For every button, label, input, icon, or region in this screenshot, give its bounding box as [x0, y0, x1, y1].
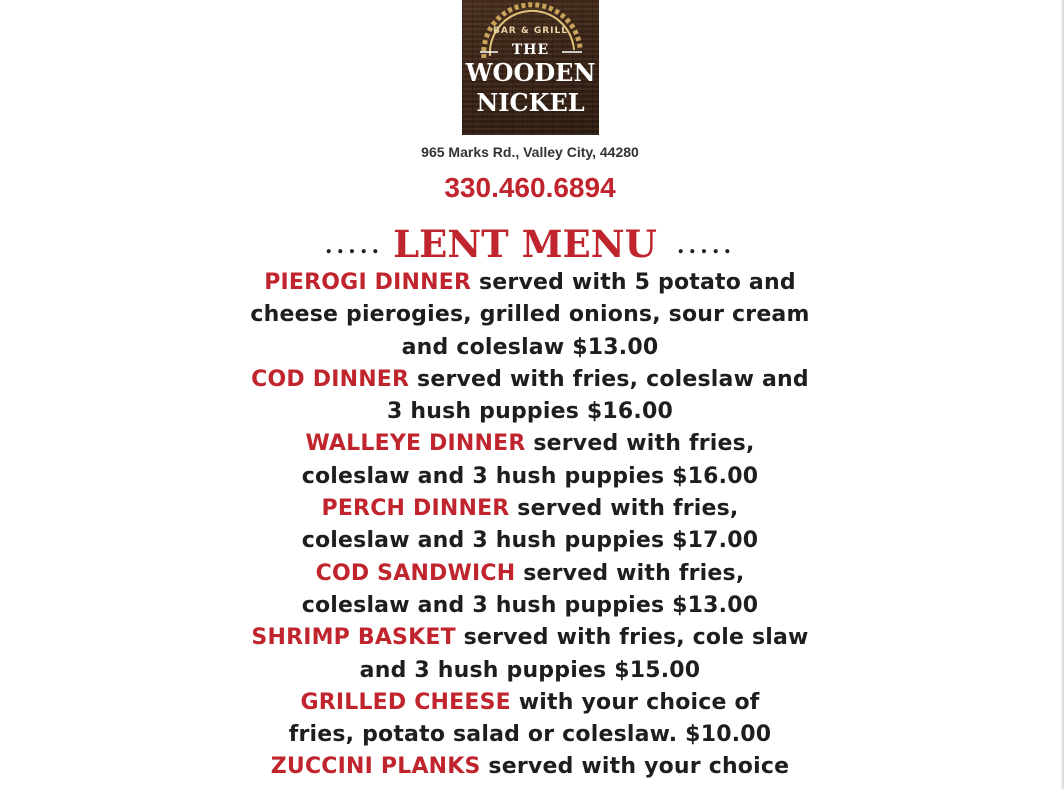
logo-the: THE	[511, 42, 550, 58]
menu-line	[0, 525, 1060, 557]
menu-item-name: PERCH DINNER	[321, 496, 510, 522]
menu-item-description: served with fries,	[515, 560, 745, 586]
menu-line	[0, 622, 1060, 654]
logo-wooden: WOODEN	[465, 58, 596, 87]
address: 965 Marks Rd., Valley City, 44280	[421, 144, 639, 160]
menu-item-description: and coleslaw $13.00	[401, 334, 659, 360]
menu-line	[0, 428, 1060, 460]
menu-item-name: ZUCCINI PLANKS	[270, 754, 481, 780]
menu-item-description: and 3 hush puppies $15.00	[359, 657, 701, 683]
menu-line	[0, 267, 1060, 299]
menu-item-description: coleslaw and 3 hush puppies $17.00	[301, 528, 759, 554]
logo-nickel: NICKEL	[476, 88, 585, 117]
menu-line	[0, 493, 1060, 525]
menu-heading	[0, 222, 1060, 268]
menu-line	[0, 396, 1060, 428]
menu-title: LENT MENU	[393, 222, 657, 266]
menu-line	[0, 299, 1060, 331]
restaurant-logo	[462, 0, 599, 135]
menu-line	[0, 687, 1060, 719]
menu-item-name: COD DINNER	[251, 366, 410, 392]
menu-item-description: with your choice of	[510, 689, 760, 715]
heading-dots-right: .....	[676, 233, 736, 259]
menu-item-name: PIEROGI DINNER	[264, 270, 472, 295]
menu-item-name: COD SANDWICH	[315, 560, 516, 586]
menu-item-description: served with 5 potato and	[471, 270, 796, 295]
menu-item-description: served with your choice	[480, 754, 790, 780]
menu-line	[0, 332, 1060, 364]
menu-line	[0, 558, 1060, 590]
menu-line	[0, 461, 1060, 493]
menu-item-description: fries, potato salad or coleslaw. $10.00	[288, 722, 772, 748]
menu-item-description: served with fries, cole slaw	[455, 625, 809, 651]
menu-line	[0, 590, 1060, 622]
menu-line	[0, 364, 1060, 396]
menu-item-name: GRILLED CHEESE	[300, 689, 511, 715]
menu-item-name: WALLEYE DINNER	[305, 431, 526, 457]
heading-dots-left: .....	[324, 233, 384, 259]
menu-item-name: SHRIMP BASKET	[251, 625, 456, 651]
menu-item-description: served with fries,	[525, 431, 755, 457]
menu-item-description: coleslaw and 3 hush puppies $16.00	[301, 463, 759, 489]
menu-line	[0, 719, 1060, 751]
menu-item-description: cheese pierogies, grilled onions, sour cream	[250, 302, 810, 328]
menu-item-description: 3 hush puppies $16.00	[387, 399, 673, 425]
menu-item-description: served with fries, coleslaw and	[409, 366, 809, 392]
menu-item-description: served with fries,	[509, 496, 739, 522]
logo-subtitle: BAR & GRILL	[492, 26, 568, 36]
menu-line	[0, 751, 1060, 783]
menu-line	[0, 655, 1060, 687]
phone-number: 330.460.6894	[444, 172, 616, 203]
menu-list	[0, 267, 1060, 784]
menu-item-description: coleslaw and 3 hush puppies $13.00	[301, 592, 759, 618]
